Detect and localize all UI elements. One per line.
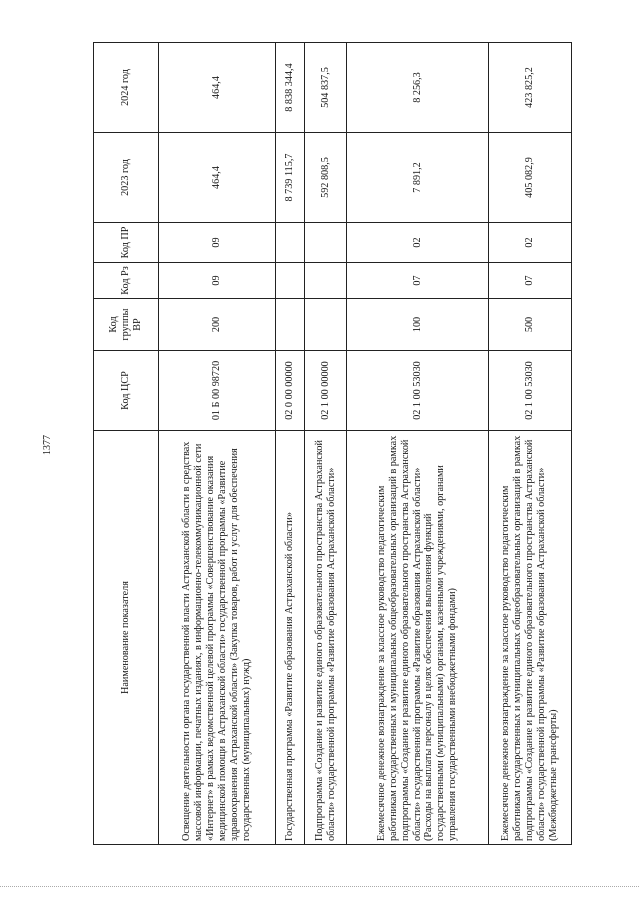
- row-pr-code: 02: [489, 223, 572, 263]
- row-value-2023: 8 739 115,7: [276, 133, 305, 223]
- row-csr-code: 01 Б 00 98720: [159, 351, 276, 431]
- row-name: Ежемесячное денежное вознаграждение за классное руководство педагогическим работникам государственных и муниципальных общеобразовательных организаций в рамках подпрограммы «Создание и развитие единого образовательного пространства Астраханской области» государственной программы «Развитие образования Астраханской области» (Расходы на выплаты персоналу в целях обеспечения выполнения функций государственными (муниципальными) органами, казенными учреждениями, органами управления государственными внебюджетными фондами): [347, 431, 489, 845]
- row-name: Освещение деятельности органа государственной власти Астраханской области в средствах массовой информации, печатных изданиях, в информационно-телекоммуникационной сети «Интернет» в рамках ведомственной целевой программы «Совершенствование оказания медицинской помощи в Астраханской области» государственной программы «Развитие здравоохранения Астраханской области» (Закупка товаров, работ и услуг для обеспечения государственных (муниципальных) нужд): [159, 431, 276, 845]
- row-value-2024: 423 825,2: [489, 43, 572, 133]
- row-vr-code: 100: [347, 299, 489, 351]
- header-rz-code: Код Рз: [94, 263, 159, 299]
- table-row: [276, 43, 305, 845]
- header-year-2023: 2023 год: [94, 133, 159, 223]
- row-rz-code: 09: [159, 263, 276, 299]
- table-header-row: [94, 43, 159, 845]
- row-csr-code: 02 1 00 53030: [489, 351, 572, 431]
- row-vr-code: [276, 299, 305, 351]
- rotated-table-container: [93, 43, 568, 845]
- row-value-2023: 405 082,9: [489, 133, 572, 223]
- row-rz-code: [276, 263, 305, 299]
- row-rz-code: 07: [347, 263, 489, 299]
- table-row: [159, 43, 276, 845]
- row-pr-code: [305, 223, 347, 263]
- row-value-2024: 464,4: [159, 43, 276, 133]
- row-name: Государственная программа «Развитие образования Астраханской области»: [276, 431, 305, 845]
- budget-table: [93, 42, 572, 845]
- row-vr-code: 200: [159, 299, 276, 351]
- table-row: [347, 43, 489, 845]
- row-value-2023: 464,4: [159, 133, 276, 223]
- row-value-2023: 592 808,5: [305, 133, 347, 223]
- row-value-2023: 7 891,2: [347, 133, 489, 223]
- page-bottom-divider: [0, 886, 639, 887]
- row-value-2024: 504 837,5: [305, 43, 347, 133]
- header-csr-code: Код ЦСР: [94, 351, 159, 431]
- row-csr-code: 02 0 00 00000: [276, 351, 305, 431]
- row-value-2024: 8 838 344,4: [276, 43, 305, 133]
- row-pr-code: [276, 223, 305, 263]
- row-name: Ежемесячное денежное вознаграждение за классное руководство педагогическим работникам государственных и муниципальных общеобразовательных организаций в рамках подпрограммы «Создание и развитие единого образовательного пространства Астраханской области» государственной программы «Развитие образования Астраханской области» (Межбюджетные трансферты): [489, 431, 572, 845]
- row-vr-code: [305, 299, 347, 351]
- row-vr-code: 500: [489, 299, 572, 351]
- row-csr-code: 02 1 00 00000: [305, 351, 347, 431]
- page-number: 1377: [42, 435, 53, 455]
- row-pr-code: 02: [347, 223, 489, 263]
- header-indicator-name: Наименование показателя: [94, 431, 159, 845]
- row-rz-code: [305, 263, 347, 299]
- row-csr-code: 02 1 00 53030: [347, 351, 489, 431]
- table-row: [489, 43, 572, 845]
- row-name: Подпрограмма «Создание и развитие единого образовательного пространства Астраханской области» государственной программы «Развитие образования Астраханской области»: [305, 431, 347, 845]
- row-pr-code: 09: [159, 223, 276, 263]
- row-value-2024: 8 256,3: [347, 43, 489, 133]
- row-rz-code: 07: [489, 263, 572, 299]
- header-vr-group-code: Код группы ВР: [94, 299, 159, 351]
- header-pr-code: Код ПР: [94, 223, 159, 263]
- table-row: [305, 43, 347, 845]
- header-year-2024: 2024 год: [94, 43, 159, 133]
